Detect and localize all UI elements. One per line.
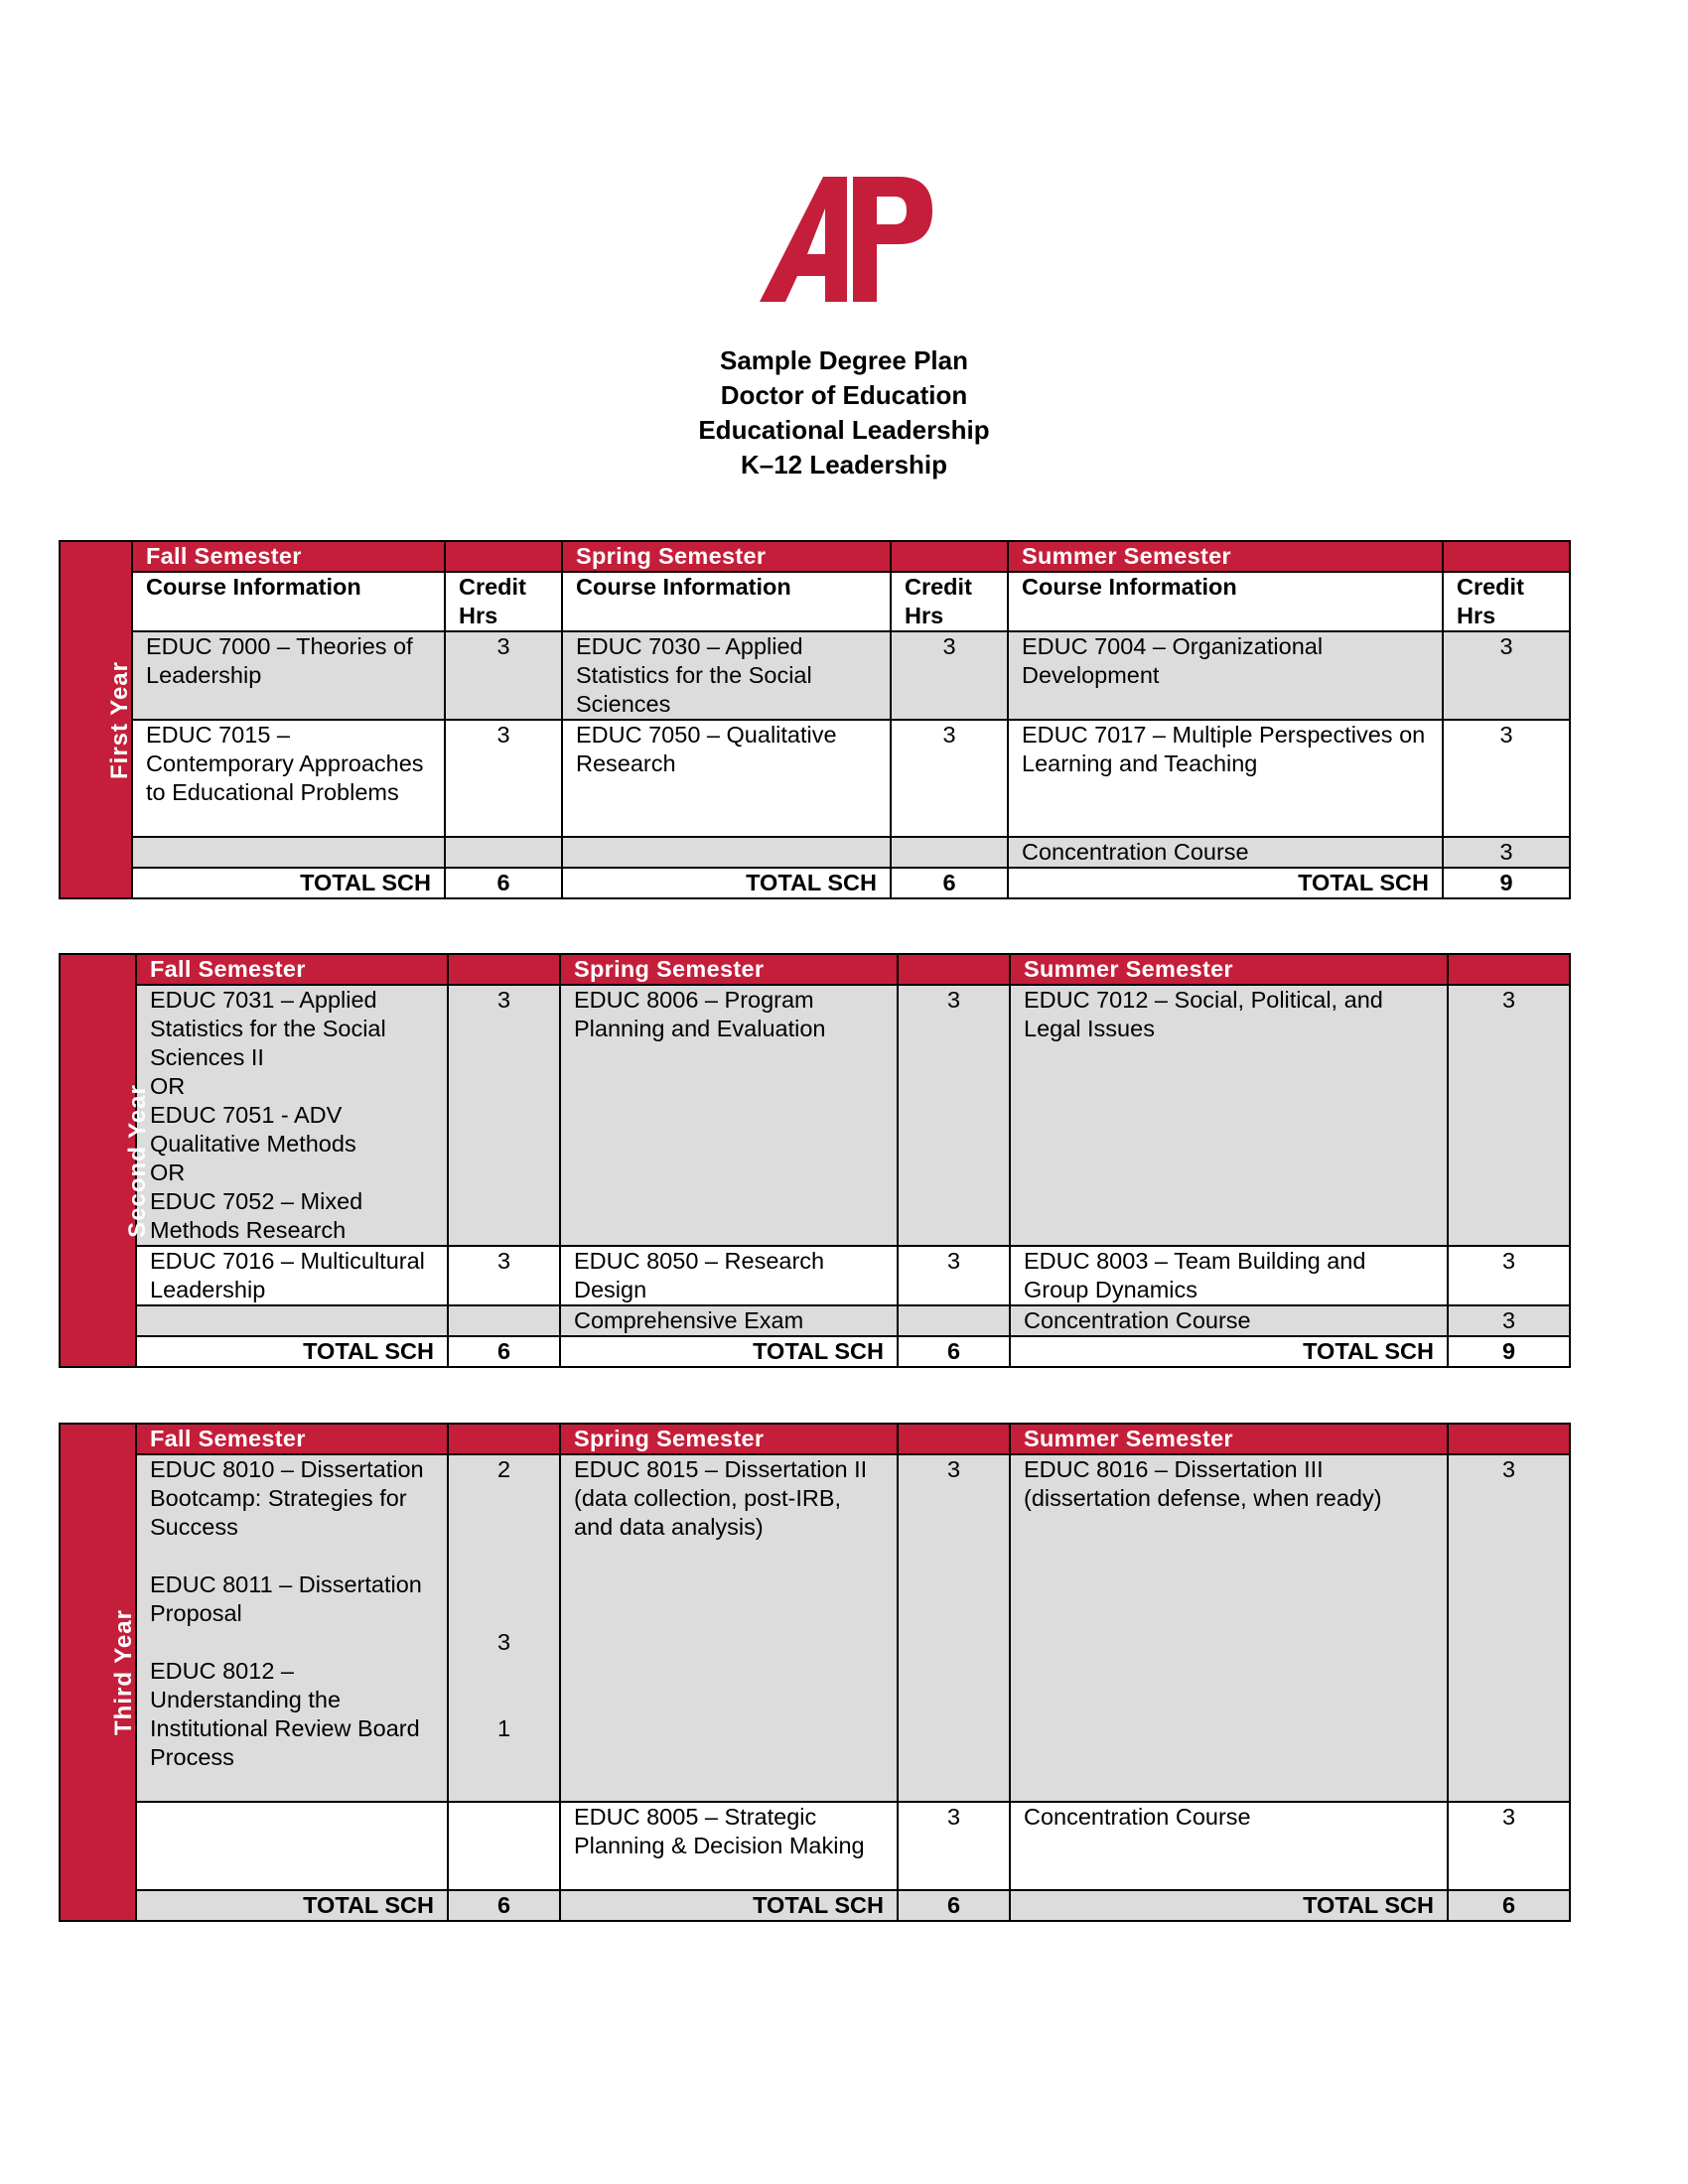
course-row	[60, 631, 1570, 720]
fall-credit: 3	[496, 1629, 511, 1655]
totals-row	[60, 868, 1570, 898]
summer-credit: 3	[1443, 720, 1570, 837]
spring-total: 6	[898, 1890, 1010, 1921]
total-sch-label: TOTAL SCH	[1010, 1336, 1448, 1367]
semester-header-row	[60, 1424, 1570, 1454]
fall-course: EDUC 7000 – Theories of Leadership	[132, 631, 445, 720]
total-sch-label: TOTAL SCH	[562, 868, 891, 898]
first-year-table	[59, 540, 1571, 899]
semester-header-row	[60, 541, 1570, 572]
spring-course	[562, 837, 891, 868]
fall-course: EDUC 8011 – Dissertation Proposal	[150, 1571, 422, 1626]
spring-course: EDUC 7030 – Applied Statistics for the Social Sciences	[562, 631, 891, 720]
summer-credit: 3	[1448, 1305, 1570, 1336]
fall-semester-header: Fall Semester	[136, 954, 448, 985]
fall-credit: 3	[445, 631, 562, 720]
spring-total: 6	[891, 868, 1008, 898]
fall-course: EDUC 8012 – Understanding the Institutional Review Board Process	[150, 1658, 420, 1770]
fall-credit	[448, 1802, 560, 1890]
fall-credit: 2	[496, 1456, 511, 1482]
summer-course: EDUC 8003 – Team Building and Group Dynamics	[1010, 1246, 1448, 1305]
summer-semester-header: Summer Semester	[1010, 1424, 1448, 1454]
spring-total: 6	[898, 1336, 1010, 1367]
fall-semester-header: Fall Semester	[136, 1424, 448, 1454]
spring-course: EDUC 8005 – Strategic Planning & Decision Making	[560, 1802, 898, 1890]
year-label-cell	[60, 1424, 136, 1921]
course-row	[60, 1305, 1570, 1336]
summer-credit: 3	[1448, 1454, 1570, 1802]
heading-line-3: Educational Leadership	[698, 415, 990, 445]
fall-course	[136, 1305, 448, 1336]
summer-course: EDUC 7004 – Organizational Development	[1008, 631, 1443, 720]
course-info-header: Course Information	[132, 572, 445, 631]
spring-semester-header: Spring Semester	[560, 1424, 898, 1454]
fall-course-list	[136, 1454, 448, 1802]
total-sch-label: TOTAL SCH	[136, 1890, 448, 1921]
summer-total: 6	[1448, 1890, 1570, 1921]
fall-credit	[448, 1305, 560, 1336]
course-row	[60, 1246, 1570, 1305]
spring-credit	[898, 1305, 1010, 1336]
spring-credit	[891, 837, 1008, 868]
totals-row	[60, 1336, 1570, 1367]
year-label: Third Year	[109, 1609, 137, 1735]
course-info-header: Course Information	[1008, 572, 1443, 631]
spring-credit: 3	[898, 985, 1010, 1246]
course-row	[60, 720, 1570, 837]
fall-credit: 3	[448, 1246, 560, 1305]
summer-course: EDUC 8016 – Dissertation III (dissertation defense, when ready)	[1010, 1454, 1448, 1802]
spring-course: EDUC 8050 – Research Design	[560, 1246, 898, 1305]
summer-credit: 3	[1448, 1246, 1570, 1305]
summer-course: Concentration Course	[1008, 837, 1443, 868]
summer-semester-header: Summer Semester	[1008, 541, 1443, 572]
fall-course: EDUC 8010 – Dissertation Bootcamp: Strategies for Success	[150, 1456, 424, 1540]
course-row	[60, 1802, 1570, 1890]
summer-credit: 3	[1448, 985, 1570, 1246]
year-label: First Year	[105, 660, 133, 779]
summer-course: EDUC 7017 – Multiple Perspectives on Learning and Teaching	[1008, 720, 1443, 837]
fall-credit: 3	[445, 720, 562, 837]
spring-semester-header: Spring Semester	[562, 541, 891, 572]
summer-credit: 3	[1443, 631, 1570, 720]
credit-hrs-header: Credit Hrs	[445, 572, 562, 631]
total-sch-label: TOTAL SCH	[136, 1336, 448, 1367]
fall-total: 6	[448, 1336, 560, 1367]
year-label-cell	[60, 541, 132, 898]
semester-header-row	[60, 954, 1570, 985]
credit-hrs-header: Credit Hrs	[891, 572, 1008, 631]
heading-line-1: Sample Degree Plan	[720, 345, 968, 375]
spring-credit: 3	[898, 1802, 1010, 1890]
fall-credit: 3	[448, 985, 560, 1246]
spring-credit: 3	[898, 1246, 1010, 1305]
course-row	[60, 1454, 1570, 1802]
total-sch-label: TOTAL SCH	[1008, 868, 1443, 898]
summer-course: Concentration Course	[1010, 1802, 1448, 1890]
summer-semester-header: Summer Semester	[1010, 954, 1448, 985]
course-info-header: Course Information	[562, 572, 891, 631]
summer-course: EDUC 7012 – Social, Political, and Legal Issues	[1010, 985, 1448, 1246]
course-row	[60, 985, 1570, 1246]
fall-total: 6	[445, 868, 562, 898]
summer-total: 9	[1448, 1336, 1570, 1367]
summer-credit: 3	[1443, 837, 1570, 868]
summer-total: 9	[1443, 868, 1570, 898]
spring-credit: 3	[898, 1454, 1010, 1802]
fall-course: EDUC 7031 – Applied Statistics for the Social Sciences II OR EDUC 7051 - ADV Qualitative Methods OR EDUC 7052 – Mixed Methods Research	[136, 985, 448, 1246]
fall-course	[136, 1802, 448, 1890]
summer-credit: 3	[1448, 1802, 1570, 1890]
second-year-table	[59, 953, 1571, 1368]
spring-credit: 3	[891, 720, 1008, 837]
fall-credit: 1	[496, 1715, 511, 1741]
spring-semester-header: Spring Semester	[560, 954, 898, 985]
fall-semester-header: Fall Semester	[132, 541, 445, 572]
fall-credit-list	[448, 1454, 560, 1802]
spring-course: EDUC 7050 – Qualitative Research	[562, 720, 891, 837]
heading-line-4: K–12 Leadership	[740, 450, 948, 479]
document-heading	[0, 343, 1688, 482]
spring-course: Comprehensive Exam	[560, 1305, 898, 1336]
university-logo	[758, 149, 932, 324]
spring-course: EDUC 8006 – Program Planning and Evaluation	[560, 985, 898, 1246]
spring-credit: 3	[891, 631, 1008, 720]
year-label-cell	[60, 954, 151, 1367]
fall-course: EDUC 7016 – Multicultural Leadership	[136, 1246, 448, 1305]
summer-course: Concentration Course	[1010, 1305, 1448, 1336]
heading-line-2: Doctor of Education	[720, 380, 968, 410]
total-sch-label: TOTAL SCH	[1010, 1890, 1448, 1921]
year-label: Second Year	[123, 1083, 151, 1238]
fall-credit	[445, 837, 562, 868]
column-header-row	[60, 572, 1570, 631]
fall-course	[132, 837, 445, 868]
course-row	[60, 837, 1570, 868]
fall-course: EDUC 7015 – Contemporary Approaches to Educational Problems	[132, 720, 445, 837]
fall-total: 6	[448, 1890, 560, 1921]
total-sch-label: TOTAL SCH	[560, 1336, 898, 1367]
total-sch-label: TOTAL SCH	[132, 868, 445, 898]
total-sch-label: TOTAL SCH	[560, 1890, 898, 1921]
spring-course: EDUC 8015 – Dissertation II (data collection, post-IRB, and data analysis)	[560, 1454, 898, 1802]
third-year-table	[59, 1423, 1571, 1922]
totals-row	[60, 1890, 1570, 1921]
credit-hrs-header: Credit Hrs	[1443, 572, 1570, 631]
